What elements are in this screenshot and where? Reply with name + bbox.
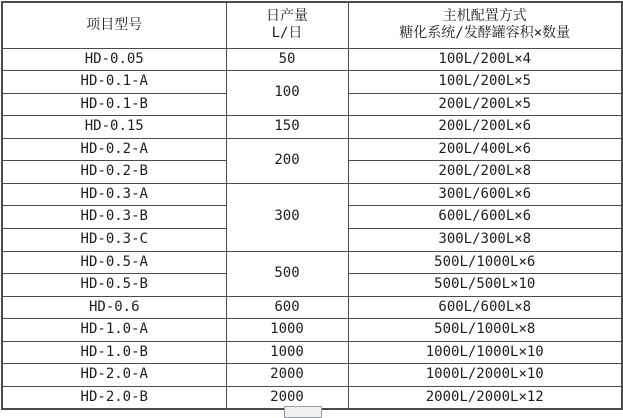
output-cell: 1000: [226, 319, 348, 342]
model-cell: HD-0.3-C: [2, 229, 226, 252]
output-cell: 150: [226, 116, 348, 139]
table-row: [2, 138, 622, 161]
model-cell: HD-0.2-A: [2, 138, 226, 161]
table-row: [2, 364, 622, 387]
table-row: [2, 116, 622, 139]
output-cell-merged: 100: [226, 71, 348, 116]
config-cell: 200L/200L×6: [348, 116, 622, 139]
output-cell: 600: [226, 296, 348, 319]
config-cell: 600L/600L×6: [348, 206, 622, 229]
config-cell: 300L/600L×6: [348, 183, 622, 206]
table-row: [2, 296, 622, 319]
output-cell: 2000: [226, 364, 348, 387]
model-cell: HD-0.3-A: [2, 183, 226, 206]
config-cell: 100L/200L×5: [348, 71, 622, 94]
model-cell: HD-0.5-A: [2, 251, 226, 274]
output-cell: 2000: [226, 386, 348, 409]
config-cell: 1000L/2000L×10: [348, 364, 622, 387]
header-model: [2, 2, 226, 48]
output-cell: 1000: [226, 341, 348, 364]
output-cell-merged: 200: [226, 138, 348, 183]
config-cell: 500L/1000L×8: [348, 319, 622, 342]
model-cell: HD-2.0-B: [2, 386, 226, 409]
output-cell: 50: [226, 48, 348, 71]
config-cell: 200L/200L×5: [348, 93, 622, 116]
header-output-line2: L/日: [271, 25, 303, 42]
table-row: [2, 48, 622, 71]
table-header-row: [2, 2, 622, 48]
model-cell: HD-0.5-B: [2, 274, 226, 297]
config-cell: 200L/200L×8: [348, 161, 622, 184]
output-cell-merged: 500: [226, 251, 348, 296]
output-cell-merged: 300: [226, 183, 348, 251]
header-output-line1: 日产量: [266, 7, 308, 24]
header-model-label: 项目型号: [86, 16, 143, 33]
table-row: [2, 251, 622, 274]
header-config-line2: 糖化系统/发酵罐容积×数量: [399, 25, 571, 42]
header-config-line1: 主机配置方式: [442, 7, 527, 24]
model-cell: HD-1.0-B: [2, 341, 226, 364]
table-resize-handle: [284, 406, 322, 418]
config-cell: 600L/600L×8: [348, 296, 622, 319]
model-cell: HD-0.3-B: [2, 206, 226, 229]
model-cell: HD-2.0-A: [2, 364, 226, 387]
model-cell: HD-0.6: [2, 296, 226, 319]
config-cell: 500L/500L×10: [348, 274, 622, 297]
model-cell: HD-0.05: [2, 48, 226, 71]
model-cell: HD-0.1-B: [2, 93, 226, 116]
product-spec-table: [1, 1, 623, 410]
table-row: [2, 183, 622, 206]
table-row: [2, 71, 622, 94]
config-cell: 2000L/2000L×12: [348, 386, 622, 409]
config-cell: 200L/400L×6: [348, 138, 622, 161]
config-cell: 1000L/1000L×10: [348, 341, 622, 364]
model-cell: HD-0.15: [2, 116, 226, 139]
header-config: [348, 2, 622, 48]
model-cell: HD-0.2-B: [2, 161, 226, 184]
config-cell: 300L/300L×8: [348, 229, 622, 252]
header-output: [226, 2, 348, 48]
table-row: [2, 319, 622, 342]
config-cell: 500L/1000L×6: [348, 251, 622, 274]
table-row: [2, 341, 622, 364]
model-cell: HD-1.0-A: [2, 319, 226, 342]
model-cell: HD-0.1-A: [2, 71, 226, 94]
config-cell: 100L/200L×4: [348, 48, 622, 71]
